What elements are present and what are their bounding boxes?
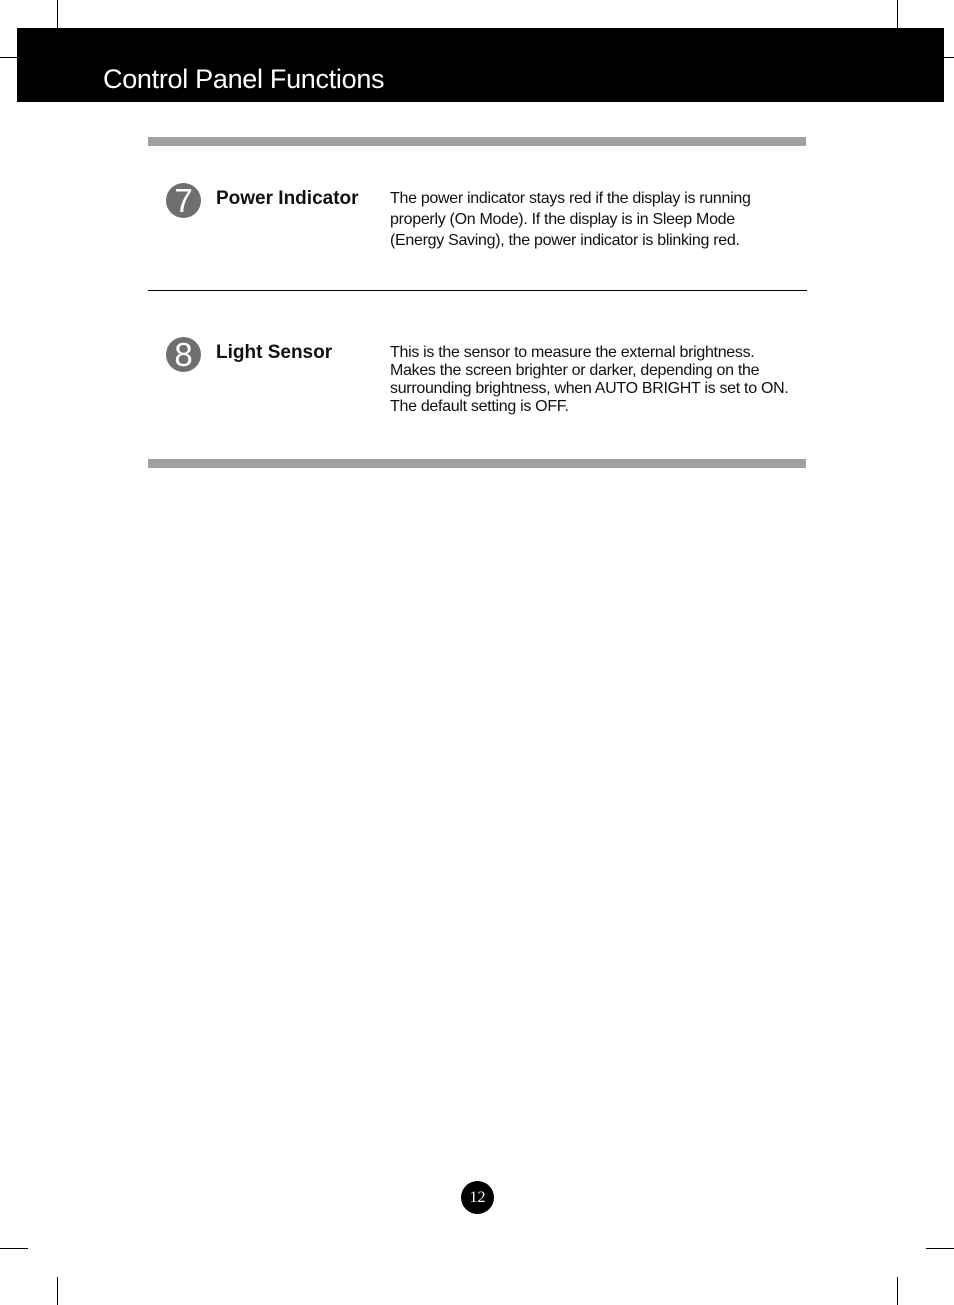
bottom-rule: [148, 459, 806, 468]
top-rule: [148, 137, 806, 146]
section-divider: [148, 290, 807, 291]
crop-mark-top-left: [57, 0, 58, 28]
item-description: The power indicator stays red if the display is running properly (On Mode). If the display is in Sleep Mode (Energy Saving), the power indicator is blinking red.: [390, 190, 751, 249]
crop-mark-bottom-right: [897, 1277, 898, 1305]
crop-mark-bottom-left: [57, 1277, 58, 1305]
item-label: Power Indicator: [216, 188, 359, 209]
crop-mark-top-right: [897, 0, 898, 28]
item-number-badge: 7: [166, 183, 201, 218]
item-label: Light Sensor: [216, 342, 333, 363]
crop-mark-right-bottom: [926, 1248, 954, 1249]
page-title: Control Panel Functions: [103, 64, 385, 94]
page-number: 12: [461, 1181, 494, 1214]
item-description: This is the sensor to measure the external brightness. Makes the screen brighter or darker, depending on the surrounding brightness, when AUTO BRIGHT is set to ON. The default setting is OFF.: [390, 344, 789, 415]
header-bar: [17, 28, 944, 102]
crop-mark-left-bottom: [0, 1248, 28, 1249]
item-number-badge: 8: [166, 337, 201, 372]
